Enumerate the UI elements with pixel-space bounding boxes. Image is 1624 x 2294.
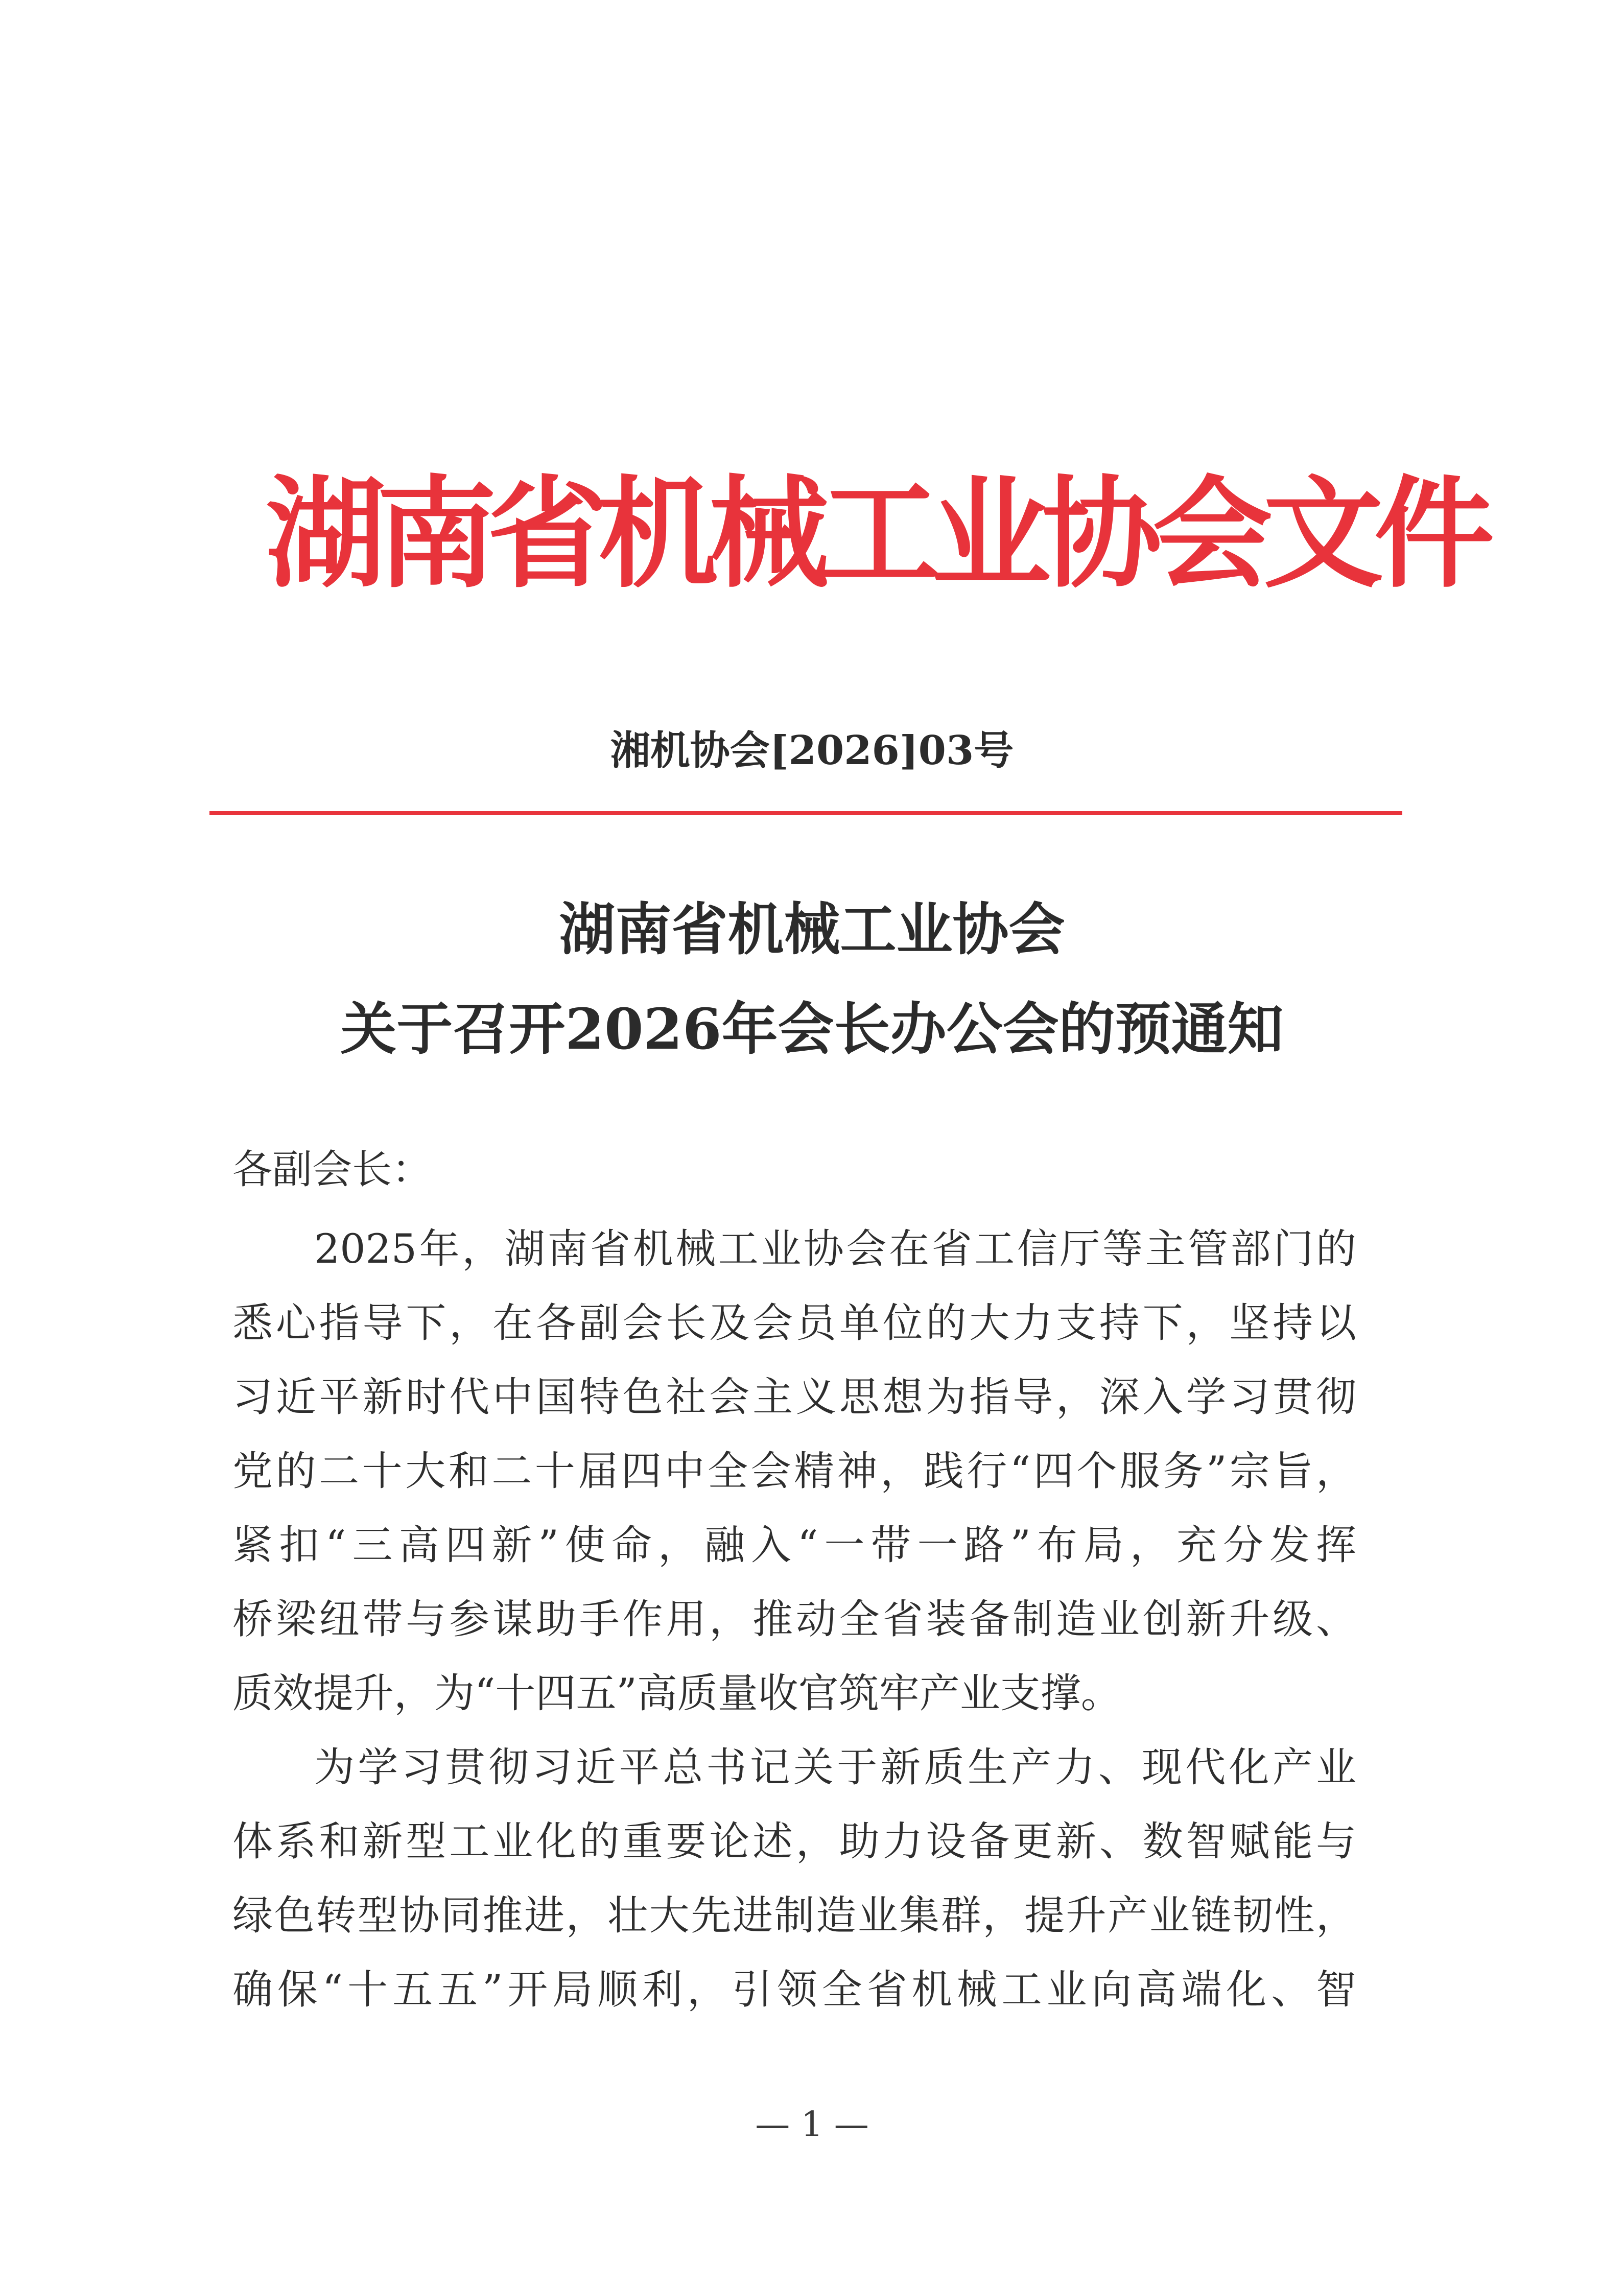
body-line: 为学习贯彻习近平总书记关于新质生产力、现代化产业 (314, 1744, 1356, 1791)
page-number: — 1 — (755, 2104, 869, 2145)
red-divider-line (209, 811, 1402, 815)
body-line: 悉心指导下，在各副会长及会员单位的大力支持下，坚持以 (232, 1299, 1356, 1346)
notice-title-line-2: 关于召开2026年会长办公会的预通知 (340, 996, 1284, 1062)
body-line: 绿色转型协同推进，壮大先进制造业集群，提升产业链韧性， (232, 1892, 1356, 1939)
body-line: 确保“十五五”开局顺利，引领全省机械工业向高端化、智 (232, 1966, 1356, 2013)
notice-title-line-1: 湖南省机械工业协会 (559, 896, 1065, 962)
body-line: 体系和新型工业化的重要论述，助力设备更新、数智赋能与 (232, 1818, 1356, 1865)
body-line: 党的二十大和二十届四中全会精神，践行“四个服务”宗旨， (232, 1448, 1356, 1495)
document-number: 湘机协会[2026]03号 (610, 727, 1014, 774)
body-line: 2025年，湖南省机械工业协会在省工信厅等主管部门的 (314, 1225, 1356, 1272)
body-line: 习近平新时代中国特色社会主义思想为指导，深入学习贯彻 (232, 1374, 1356, 1421)
body-line: 质效提升，为“十四五”高质量收官筑牢产业支撑。 (232, 1670, 1121, 1717)
body-line: 紧扣“三高四新”使命，融入“一带一路”布局，充分发挥 (232, 1522, 1356, 1569)
document-header-title: 湖南省机械工业协会文件 (266, 463, 1485, 604)
body-line: 桥梁纽带与参谋助手作用，推动全省装备制造业创新升级、 (232, 1596, 1356, 1643)
salutation: 各副会长： (232, 1147, 432, 1193)
